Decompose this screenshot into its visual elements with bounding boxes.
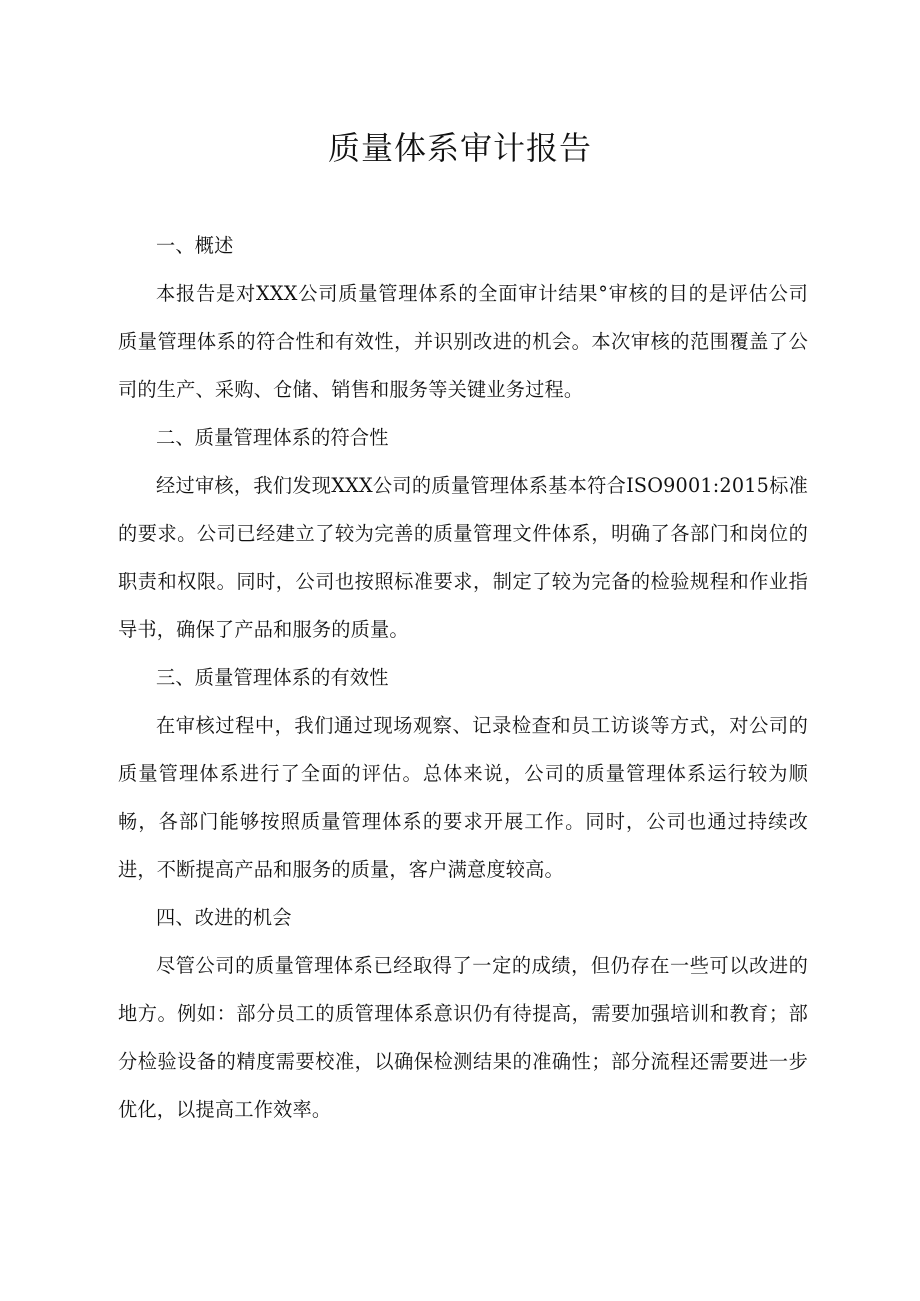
- section-paragraph-conformity: 经过审核，我们发现XXX公司的质量管理体系基本符合ISO9001:2015标准的要求。公司已经建立了较为完善的质量管理文件体系，明确了各部门和岗位的职责和权限。同时，公司也按照标准要求，制定了较为完备的检验规程和作业指导书，确保了产品和服务的质量。: [118, 474, 808, 641]
- section-heading-effectiveness: 三、质量管理体系的有效性: [156, 666, 389, 689]
- document-title: 质量体系审计报告: [327, 129, 592, 167]
- section-paragraph-overview: 本报告是对XXX公司质量管理体系的全面审计结果°审核的目的是评估公司质量管理体系的符合性和有效性，并识别改进的机会。本次审核的范围覆盖了公司的生产、采购、仓储、销售和服务等关键业务过程。: [118, 282, 808, 401]
- document-body: [118, 222, 808, 1134]
- section-paragraph-effectiveness: 在审核过程中，我们通过现场观察、记录检查和员工访谈等方式，对公司的质量管理体系进行了全面的评估。总体来说，公司的质量管理体系运行较为顺畅，各部门能够按照质量管理体系的要求开展工作。同时，公司也通过持续改进，不断提高产品和服务的质量，客户满意度较高。: [118, 714, 808, 881]
- section-heading-improvement: 四、改进的机会: [156, 906, 292, 929]
- section-heading-overview: 一、概述: [156, 234, 234, 257]
- section-paragraph-improvement: 尽管公司的质量管理体系已经取得了一定的成绩，但仍存在一些可以改进的地方。例如：部分员工的质管理体系意识仍有待提高，需要加强培训和教育；部分检验设备的精度需要校准，以确保检测结果的准确性；部分流程还需要进一步优化，以提高工作效率。: [118, 954, 808, 1121]
- section-heading-conformity: 二、质量管理体系的符合性: [156, 426, 389, 449]
